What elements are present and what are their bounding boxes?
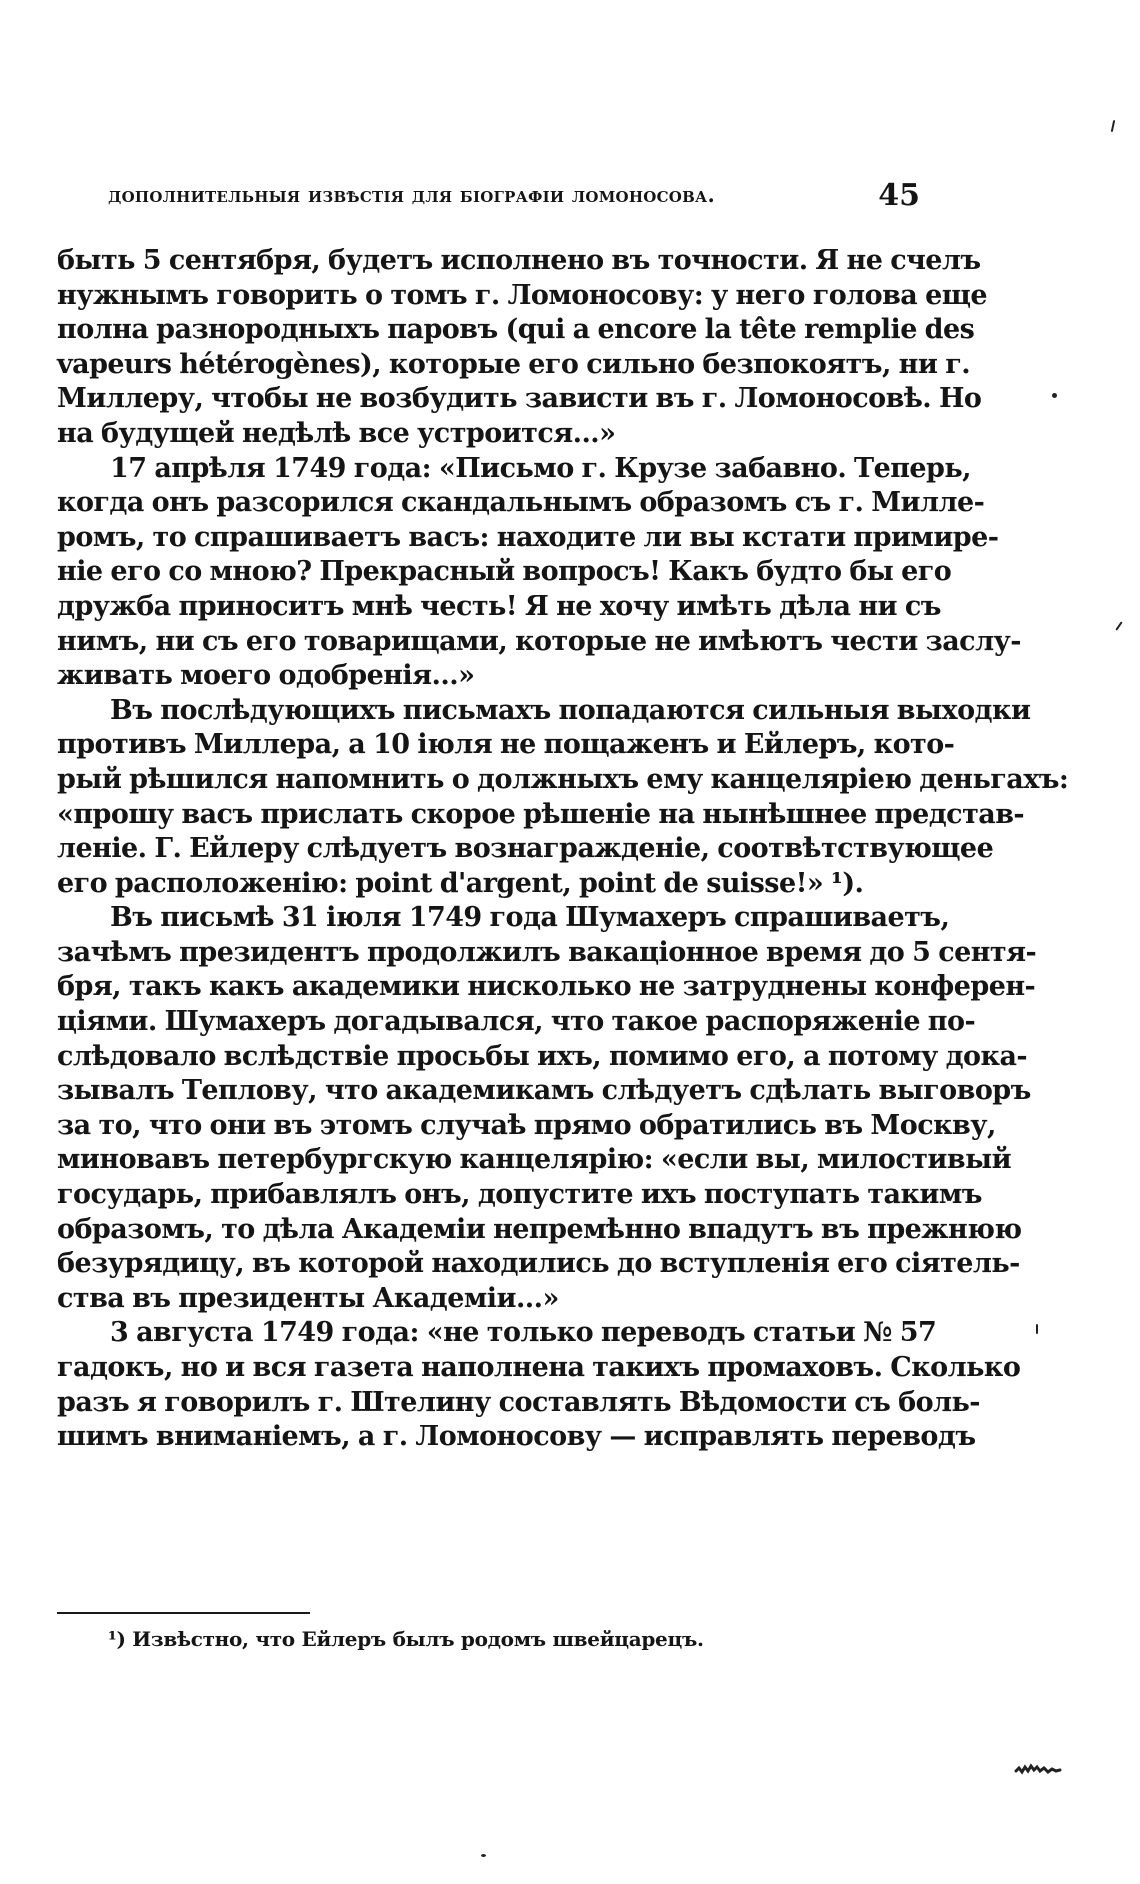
text-line: бря, такъ какъ академики нисколько не затруднены конферен-	[57, 971, 1036, 1003]
scan-speck	[1115, 621, 1122, 630]
text-line: образомъ, то дѣла Академіи непремѣнно впадутъ въ прежнюю	[57, 1213, 1022, 1245]
running-head	[108, 178, 920, 218]
text-line: ніе его со мною? Прекрасный вопросъ! Какъ будто бы его	[57, 556, 952, 588]
text-line: ства въ президенты Академіи...»	[57, 1282, 559, 1314]
text-line: гадокъ, но и вся газета наполнена такихъ промаховъ. Сколько	[57, 1352, 1021, 1383]
text-line: «прошу васъ прислать скорое рѣшеніе на нынѣшнее представ-	[57, 798, 1025, 830]
text-line: разъ я говорилъ г. Штелину составлять Вѣдомости съ боль-	[57, 1386, 980, 1418]
scan-speck	[1036, 1324, 1038, 1334]
scan-speck	[481, 1854, 486, 1857]
ink-smudge	[1015, 1763, 1061, 1775]
text-line: миновавъ петербургскую канцелярію: «если вы, милостивый	[57, 1144, 1012, 1176]
text-line: нужнымъ говорить о томъ г. Ломоносову: у него голова еще	[57, 279, 988, 311]
text-line: vapeurs hétérogènes), которые его сильно безпокоятъ, ни г.	[57, 348, 971, 380]
footnote-text: ¹) Извѣстно, что Ейлеръ былъ родомъ швейцарецъ.	[108, 1627, 704, 1651]
text-line: ромъ, то спрашиваетъ васъ: находите ли вы кстати примире-	[57, 521, 999, 553]
text-line: рый рѣшился напомнить о должныхъ ему канцеляріею деньгахъ:	[57, 763, 1069, 795]
paragraph-start-line: 3 августа 1749 года: «не только переводъ статьи № 57	[110, 1317, 937, 1349]
body-text	[57, 244, 1069, 1455]
paragraph-start-line: Въ письмѣ 31 іюля 1749 года Шумахеръ спрашиваетъ,	[110, 902, 950, 934]
text-line: ціями. Шумахеръ догадывался, что такое распоряженіе по-	[57, 1006, 976, 1038]
text-line: безурядицу, въ которой находились до вступленія его сіятель-	[57, 1248, 1020, 1280]
page-number: 45	[878, 178, 920, 213]
text-line: леніе. Г. Ейлеру слѣдуетъ вознагражденіе, соотвѣтствующее	[57, 833, 994, 865]
paragraph-start-line: Въ послѣдующихъ письмахъ попадаются сильныя выходки	[110, 694, 1031, 726]
text-line: зачѣмъ президентъ продолжилъ вакаціонное время до 5 сентя-	[57, 936, 1037, 968]
scan-speck	[1052, 393, 1057, 398]
footnote-rule	[57, 1612, 310, 1614]
text-line: когда онъ разсорился скандальнымъ образомъ съ г. Милле-	[57, 487, 985, 519]
text-line: за то, что они въ этомъ случаѣ прямо обратились въ Москву,	[57, 1109, 996, 1141]
running-title: дополнительныя извѣстія для біографіи ломоносова.	[108, 182, 716, 207]
text-line: его расположенію: point d'argent, point de suisse!» ¹).	[57, 867, 864, 899]
text-line: шимъ вниманіемъ, а г. Ломоносову — исправлять переводъ	[57, 1421, 976, 1453]
text-line: противъ Миллера, а 10 іюля не пощаженъ и Ейлеръ, кото-	[57, 729, 955, 761]
text-line: на будущей недѣлѣ все устроится...»	[57, 417, 616, 449]
text-line: слѣдовало вслѣдствіе просьбы ихъ, помимо его, а потому дока-	[57, 1040, 1028, 1072]
text-line: быть 5 сентября, будетъ исполнено въ точности. Я не счелъ	[57, 245, 981, 276]
text-line: Миллеру, чтобы не возбудить зависти въ г. Ломоносовѣ. Но	[57, 383, 982, 415]
text-line: зывалъ Теплову, что академикамъ слѣдуетъ сдѣлать выговоръ	[57, 1075, 1031, 1107]
paragraph-start-line: 17 апрѣля 1749 года: «Письмо г. Крузе забавно. Теперь,	[110, 452, 972, 484]
text-line: государь, прибавлялъ онъ, допустите ихъ поступать такимъ	[57, 1179, 982, 1211]
scan-speck	[1111, 120, 1115, 132]
text-line: нимъ, ни съ его товарищами, которые не имѣютъ чести заслу-	[57, 625, 1021, 657]
text-line: полна разнородныхъ паровъ (qui a encore la tête remplie des	[57, 314, 975, 346]
text-line: живать моего одобренія...»	[57, 660, 475, 692]
text-line: дружба приноситъ мнѣ честь! Я не хочу имѣть дѣла ни съ	[57, 590, 941, 622]
